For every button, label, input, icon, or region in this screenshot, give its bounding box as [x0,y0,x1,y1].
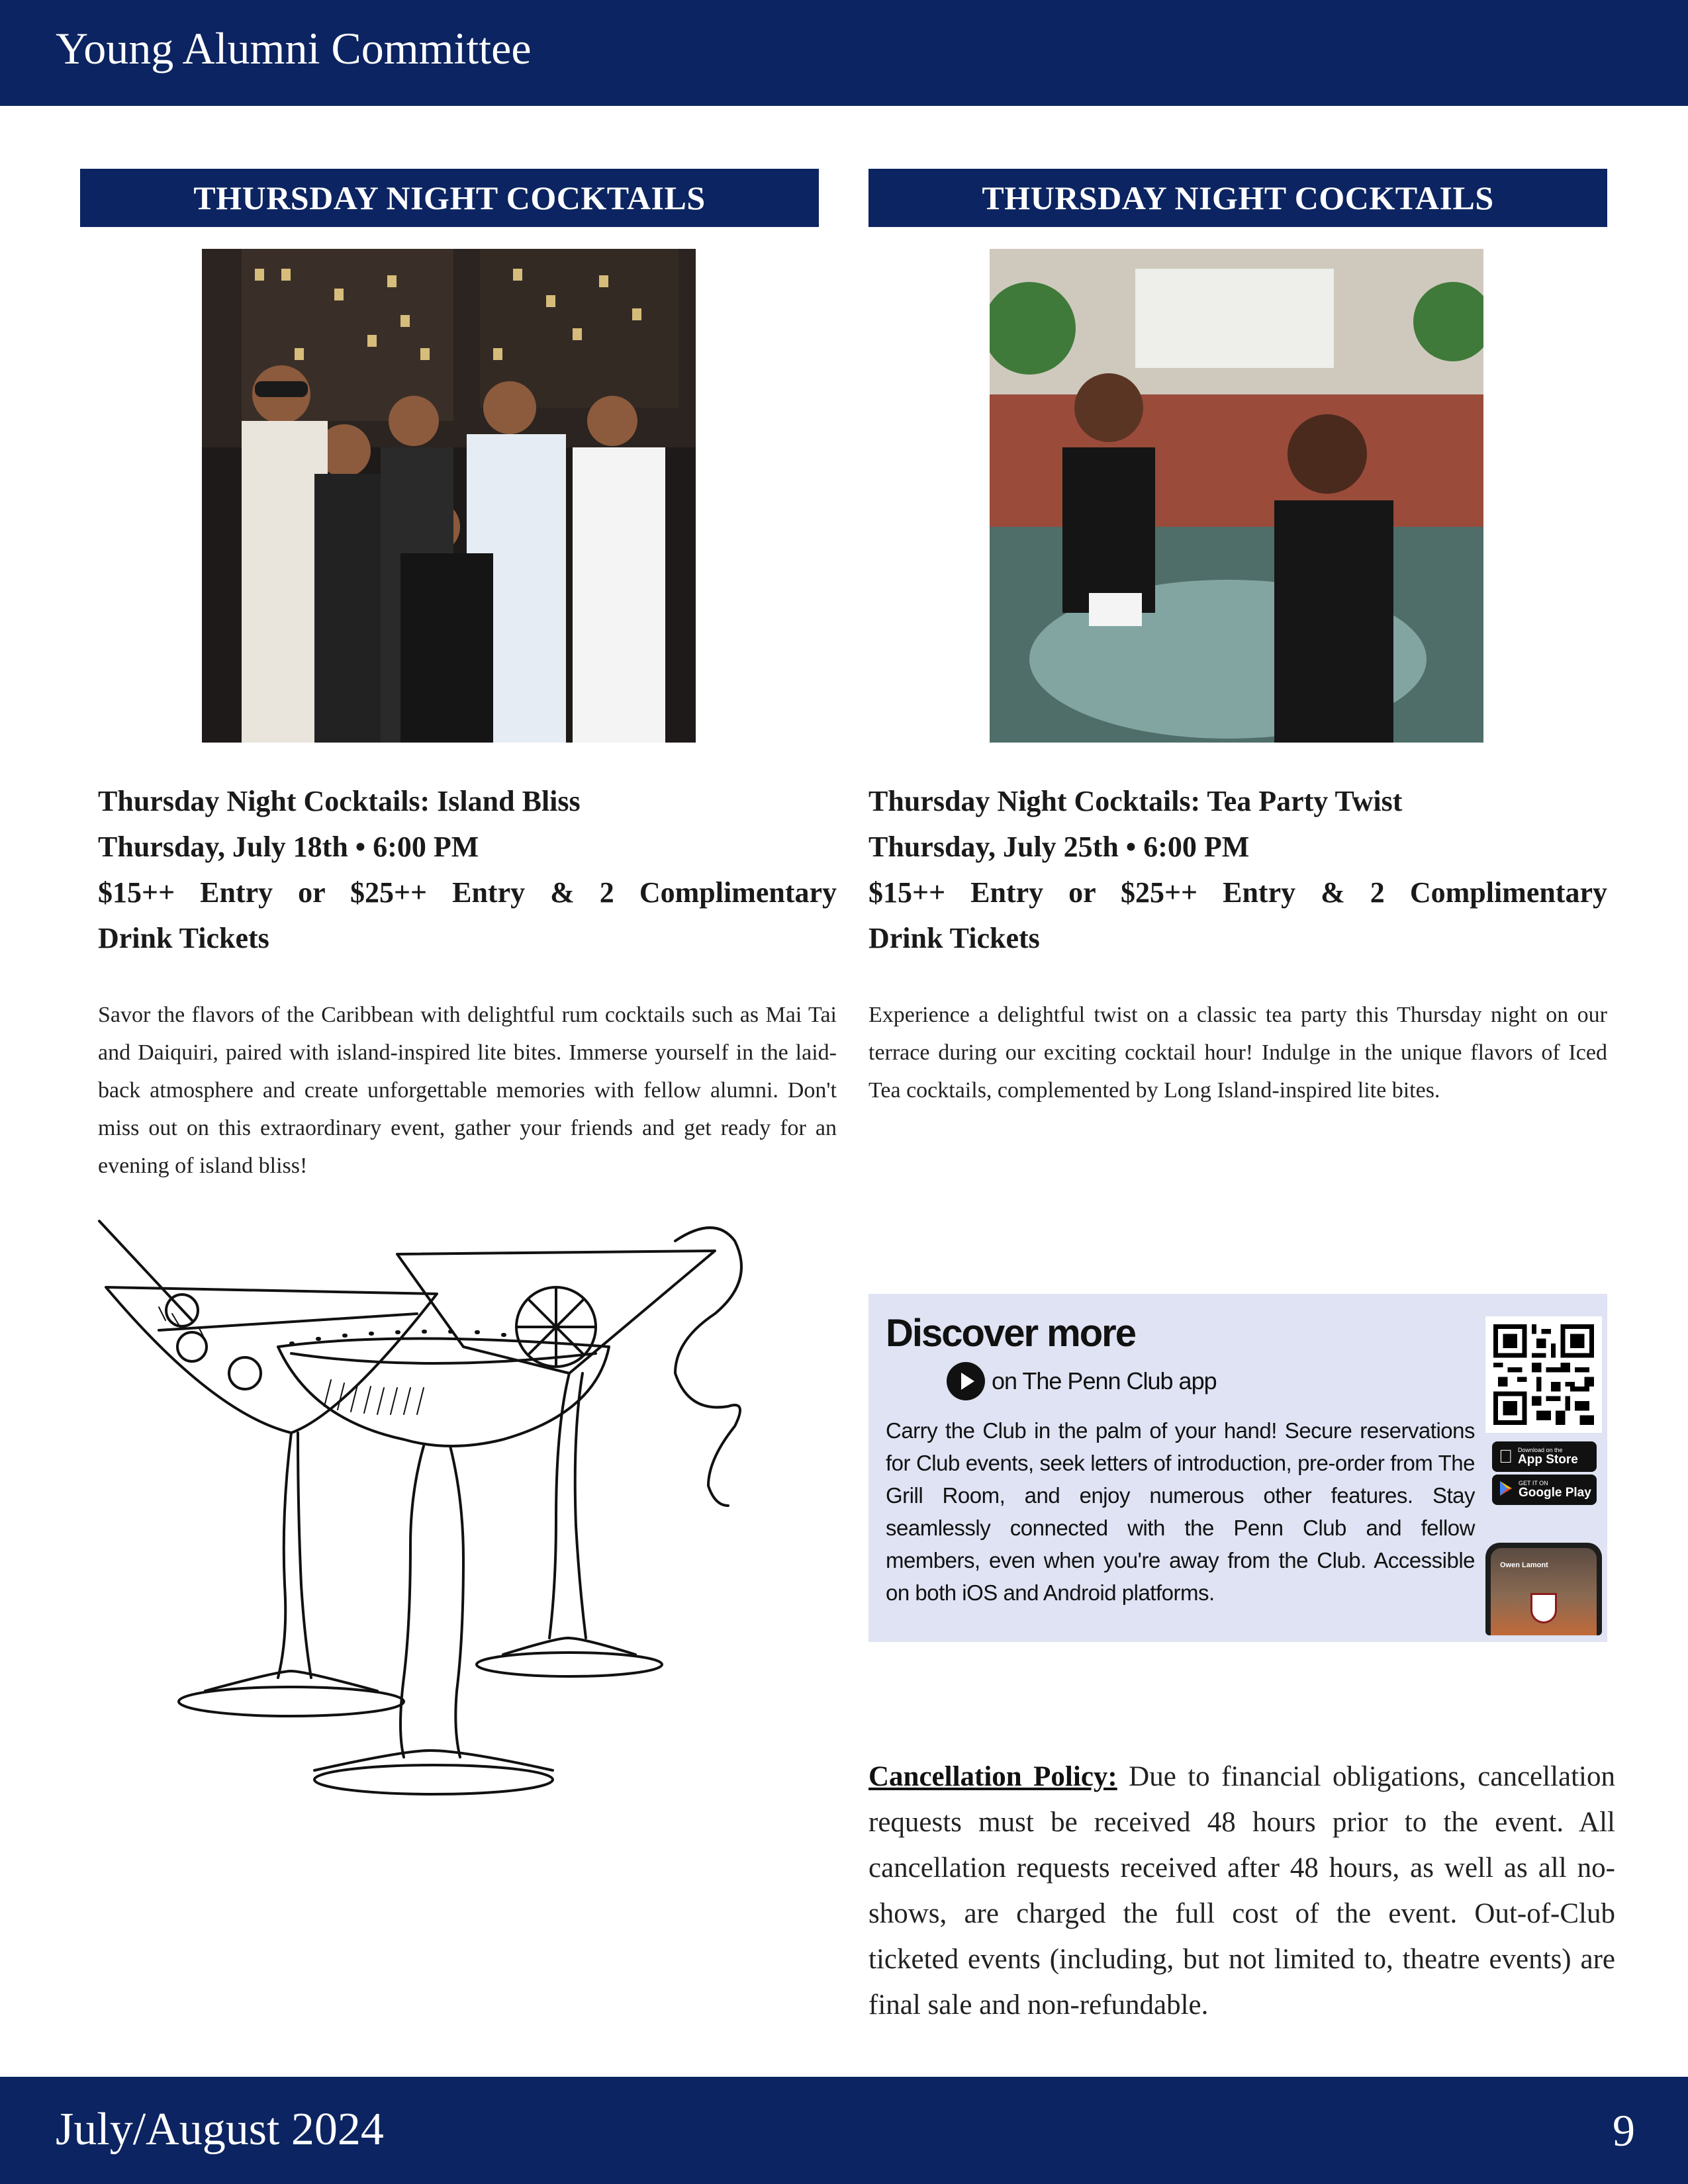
play-icon [947,1362,985,1400]
qr-code-graphic [1493,1324,1594,1425]
app-promo-subtitle-row [947,1361,1217,1401]
google-play-icon [1499,1480,1513,1500]
app-promo-subtitle: on The Penn Club app [992,1367,1217,1394]
phone-app-preview [1485,1543,1602,1635]
google-play-big-text: Google Play [1519,1486,1591,1500]
event-2-details [868,778,1607,961]
event-2-price-cont: Drink Tickets [868,922,1040,954]
event-2-title: Thursday Night Cocktails: Tea Party Twist [868,785,1403,817]
page-header-title: Young Alumni Committee [56,23,532,73]
event-2-description: Experience a delightful twist on a classic tea party this Thursday night on our terrace during our exciting cocktail hour! Indulge in the unique flavors of Iced Tea cocktails, complemented by Long Island-inspired lite bites. [868,1003,1607,1103]
apple-icon [1499,1447,1513,1466]
group-photo-image [202,249,696,743]
app-promo-title: Discover more [886,1312,1135,1355]
google-play-small-text: GET IT ON [1519,1480,1548,1486]
event-1-description: Savor the flavors of the Caribbean with delightful rum cocktails such as Mai Tai and Daiquiri, paired with island-inspired lite bites. Immerse yourself in the laid-back atmosphere and create unforgettable memories with fellow alumni. Don't miss out on this extraordinary event, gather your friends and get ready for an evening of island bliss! [98,1003,837,1178]
app-store-small-text: Download on the [1504,1447,1549,1453]
event-1-banner: THURSDAY NIGHT COCKTAILS [80,169,819,227]
phone-screen [1491,1548,1597,1635]
event-1-datetime: Thursday, July 18th • 6:00 PM [98,831,479,863]
event-1-title: Thursday Night Cocktails: Island Bliss [98,785,581,817]
app-promo-box [868,1294,1607,1642]
page-number: 9 [1613,2105,1635,2156]
qr-code-icon[interactable] [1485,1316,1602,1433]
event-1-price-cont: Drink Tickets [98,922,269,954]
event-2-banner: THURSDAY NIGHT COCKTAILS [868,169,1607,227]
cancellation-policy-text: Due to financial obligations, cancellation requests must be received 48 hours prior to the event. All cancellation requests received after 48 hours, as well as all no-shows, are charged the full cost of the event. Out-of-Club ticketed events (including, but not limited to, theatre events) are final sale and non-refundable. [868,1761,1615,2021]
phone-screen-name: Owen Lamont [1500,1561,1548,1569]
penn-crest-icon [1530,1593,1557,1623]
cocktail-glasses-illustration [93,1214,781,1823]
footer-date: July/August 2024 [56,2104,384,2155]
event-2-photo [990,249,1483,743]
app-store-badge[interactable] [1492,1441,1597,1472]
event-1-price: $15++ Entry or $25++ Entry & 2 Complimentary [98,876,837,909]
cancellation-policy [868,1754,1615,2028]
app-promo-body: Carry the Club in the palm of your hand! Secure reservations for Club events, seek letters of introduction, pre-order from The Grill Room, and enjoy numerous other features. Stay seamlessly connected with the Penn Club and fellow members, even when you're away from the Club. Accessible on both iOS and Android platforms. [886,1418,1475,1605]
event-2-price: $15++ Entry or $25++ Entry & 2 Complimentary [868,876,1607,909]
google-play-badge[interactable] [1492,1475,1597,1505]
event-2-datetime: Thursday, July 25th • 6:00 PM [868,831,1250,863]
event-1-details [98,778,837,961]
event-1-photo [202,249,696,743]
app-store-big-text: App Store [1504,1453,1564,1467]
terrace-photo-image [990,249,1483,743]
cancellation-policy-label: Cancellation Policy: [868,1761,1117,1792]
